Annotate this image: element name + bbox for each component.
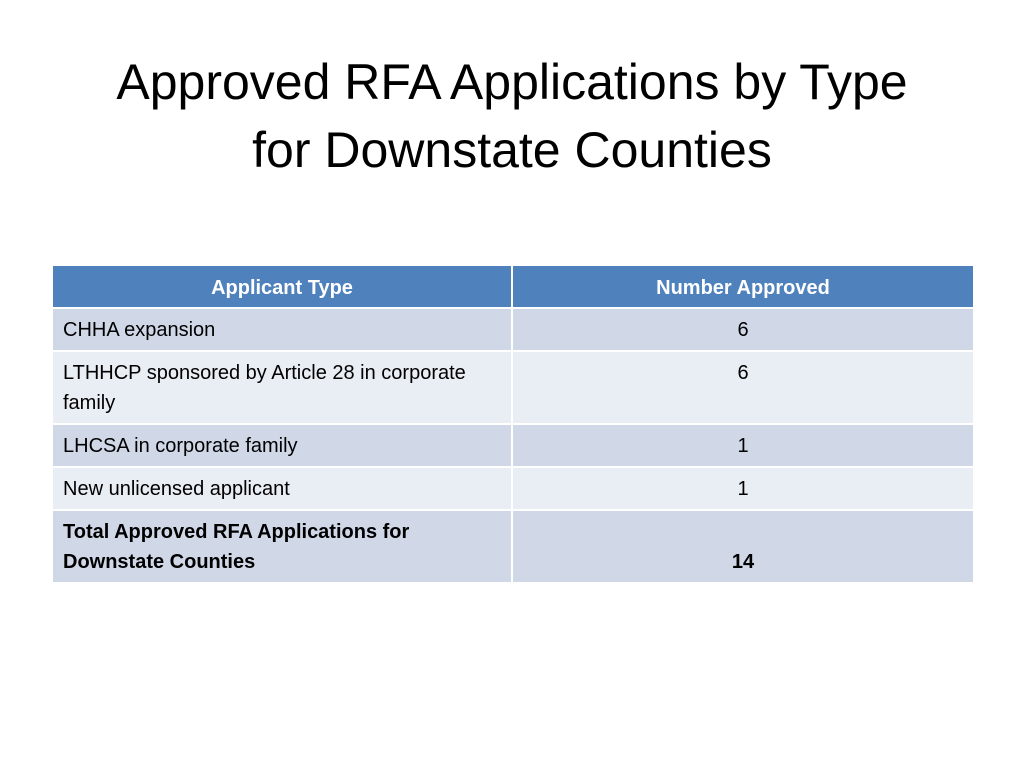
number-approved-cell: 6 [512, 308, 974, 351]
total-row [52, 510, 974, 583]
approved-applications-table-container [51, 264, 973, 584]
table-row [52, 351, 974, 424]
slide-title-line-1: Approved RFA Applications by Type [116, 54, 908, 110]
table-header-row [52, 265, 974, 308]
table-row [52, 308, 974, 351]
table-row [52, 467, 974, 510]
header-number-approved: Number Approved [512, 265, 974, 308]
number-approved-cell: 1 [512, 467, 974, 510]
applicant-type-cell: New unlicensed applicant [52, 467, 512, 510]
number-approved-cell: 1 [512, 424, 974, 467]
total-label-cell: Total Approved RFA Applications for Downstate Counties [52, 510, 512, 583]
slide-title-line-2: for Downstate Counties [252, 122, 772, 178]
applicant-type-cell: LTHHCP sponsored by Article 28 in corporate family [52, 351, 512, 424]
applicant-type-cell: LHCSA in corporate family [52, 424, 512, 467]
slide-title [40, 48, 984, 184]
approved-applications-table [51, 264, 975, 584]
header-applicant-type: Applicant Type [52, 265, 512, 308]
table-row [52, 424, 974, 467]
number-approved-cell: 6 [512, 351, 974, 424]
applicant-type-cell: CHHA expansion [52, 308, 512, 351]
total-value-cell: 14 [512, 510, 974, 583]
